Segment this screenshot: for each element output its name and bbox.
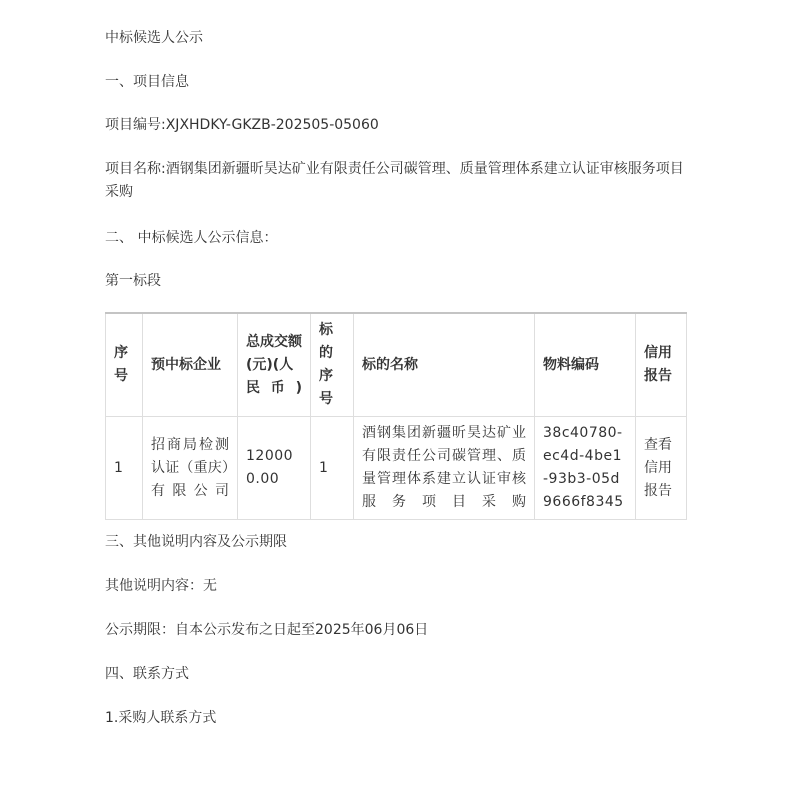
project-name-label: 项目名称: <box>105 161 166 177</box>
table-row <box>106 417 687 520</box>
project-name <box>105 158 695 204</box>
other-notes-label: 其他说明内容： <box>105 578 203 594</box>
project-number-value: XJXHDKY-GKZB-202505-05060 <box>165 117 379 133</box>
cell-index: 1 <box>106 417 143 520</box>
header-credit-report: 信用报告 <box>636 313 687 417</box>
lot-title: 第一标段 <box>105 273 161 289</box>
cell-amount: 120000.00 <box>238 417 311 520</box>
cell-material-code: 38c40780-ec4d-4be1-93b3-05d9666f8345 <box>535 417 636 520</box>
header-item-index: 标的序号 <box>311 313 354 417</box>
candidates-table <box>105 312 687 520</box>
other-notes-value: 无 <box>203 578 217 594</box>
cell-credit-report <box>636 417 687 520</box>
cell-item-name: 酒钢集团新疆昕昊达矿业有限责任公司碳管理、质量管理体系建立认证审核服务项目采购 <box>354 417 535 520</box>
section-heading-contact: 四、联系方式 <box>105 666 189 682</box>
other-notes <box>105 576 217 596</box>
publicity-period-value: 自本公示发布之日起至2025年06月06日 <box>175 622 429 638</box>
table-header-row <box>106 313 687 417</box>
section-heading-project-info: 一、项目信息 <box>105 74 189 90</box>
project-name-value: 酒钢集团新疆昕昊达矿业有限责任公司碳管理、质量管理体系建立认证审核服务项目采购 <box>105 161 684 200</box>
header-amount: 总成交额(元)(人民币) <box>238 313 311 417</box>
cell-company: 招商局检测认证（重庆）有限公司 <box>143 417 238 520</box>
header-company: 预中标企业 <box>143 313 238 417</box>
view-credit-report-link[interactable]: 查看信用报告 <box>644 436 672 499</box>
section-heading-other: 三、其他说明内容及公示期限 <box>105 534 287 550</box>
page-title: 中标候选人公示 <box>105 30 203 46</box>
header-material-code: 物料编码 <box>535 313 636 417</box>
section-heading-candidates: 二、 中标候选人公示信息： <box>105 230 278 246</box>
header-item-name: 标的名称 <box>354 313 535 417</box>
project-number-label: 项目编号: <box>105 117 166 133</box>
publicity-period <box>105 620 428 640</box>
header-index: 序号 <box>106 313 143 417</box>
publicity-period-label: 公示期限： <box>105 622 175 638</box>
buyer-contact-heading: 1.采购人联系方式 <box>105 710 217 726</box>
project-number <box>105 115 379 135</box>
cell-item-index: 1 <box>311 417 354 520</box>
